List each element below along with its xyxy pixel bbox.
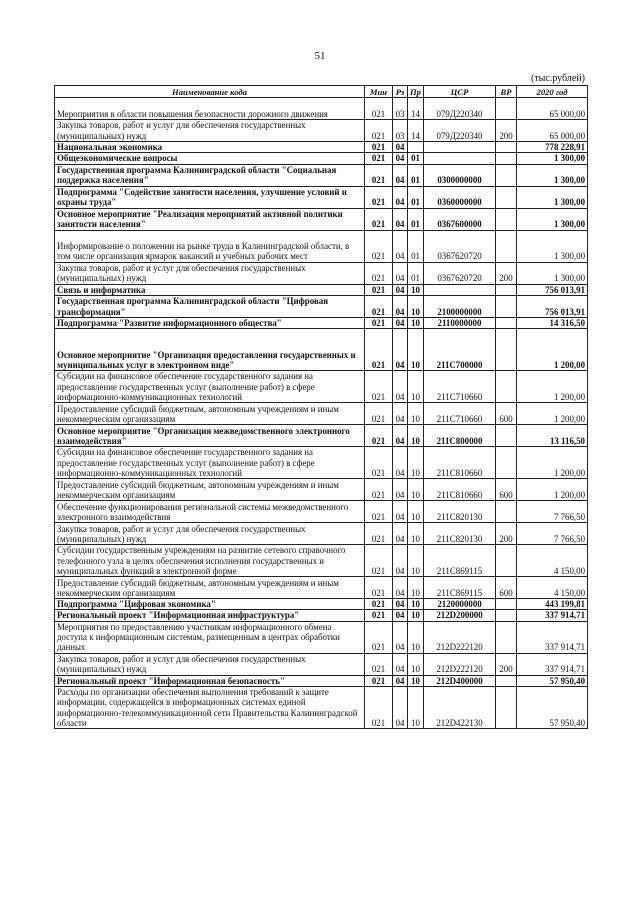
cell-amount: 4 150,00	[517, 545, 588, 577]
cell-rz: 04	[393, 164, 408, 186]
cell-min: 021	[365, 284, 393, 295]
cell-vr: 600	[496, 479, 517, 501]
cell-pr: 10	[408, 295, 424, 317]
cell-rz: 04	[393, 599, 408, 610]
cell-name: Мероприятия по предоставлению участникам информационного обмена доступа к информационным системам, размещенным в центрах обработки данных	[55, 621, 365, 653]
table-row	[55, 208, 588, 230]
cell-csr: 212D222120	[424, 653, 496, 675]
table-header-row	[55, 86, 588, 98]
cell-rz: 04	[393, 262, 408, 284]
cell-amount: 1 200,00	[517, 371, 588, 403]
cell-min: 021	[365, 599, 393, 610]
table-row	[55, 371, 588, 403]
cell-amount: 337 914,71	[517, 621, 588, 653]
cell-csr: 2110000000	[424, 317, 496, 328]
cell-pr: 01	[408, 164, 424, 186]
cell-csr: 211C869115	[424, 577, 496, 599]
cell-csr: 211C820130	[424, 523, 496, 545]
cell-name: Подпрограмма "Цифровая экономика"	[55, 599, 365, 610]
cell-pr: 10	[408, 371, 424, 403]
cell-name: Общеэкономические вопросы	[55, 153, 365, 164]
cell-amount: 1 300,00	[517, 186, 588, 208]
cell-csr: 211C800000	[424, 425, 496, 447]
cell-pr: 01	[408, 153, 424, 164]
cell-name: Основное мероприятие "Организация межведомственного электронного взаимодействия"	[55, 425, 365, 447]
cell-name: Субсидии на финансовое обеспечение государственного задания на предоставление государственных услуг (выполнение работ) в сфере информационно-коммуникационных технологий	[55, 447, 365, 479]
cell-min: 021	[365, 447, 393, 479]
cell-csr: 211C810660	[424, 479, 496, 501]
cell-csr: 211C710660	[424, 371, 496, 403]
cell-vr	[496, 447, 517, 479]
cell-min: 021	[365, 501, 393, 523]
cell-name: Национальная экономика	[55, 142, 365, 153]
cell-name: Информирование о положении на рынке труда в Калининградской области, в том числе организация ярмарок вакансий и учебных рабочих мест	[55, 230, 365, 262]
cell-min: 021	[365, 523, 393, 545]
cell-name: Предоставление субсидий бюджетным, автономным учреждениям и иным некоммерческим организациям	[55, 403, 365, 425]
cell-vr	[496, 153, 517, 164]
cell-pr: 01	[408, 208, 424, 230]
cell-pr: 01	[408, 186, 424, 208]
cell-vr	[496, 371, 517, 403]
cell-pr: 10	[408, 284, 424, 295]
table-row	[55, 153, 588, 164]
table-row	[55, 142, 588, 153]
cell-name: Обеспечение функционирования региональной системы межведомственного электронного взаимодействия	[55, 501, 365, 523]
cell-vr	[496, 501, 517, 523]
cell-pr: 10	[408, 523, 424, 545]
cell-vr	[496, 687, 517, 729]
cell-rz: 04	[393, 295, 408, 317]
cell-csr: 211C710660	[424, 403, 496, 425]
cell-vr	[496, 142, 517, 153]
cell-pr: 10	[408, 329, 424, 371]
cell-rz: 04	[393, 687, 408, 729]
cell-name: Мероприятия в области повышения безопасности дорожного движения	[55, 98, 365, 120]
header-name: Наименование кода	[55, 86, 365, 98]
cell-amount: 756 013,91	[517, 284, 588, 295]
cell-pr: 01	[408, 230, 424, 262]
cell-csr: 2120000000	[424, 599, 496, 610]
cell-rz: 03	[393, 120, 408, 142]
cell-amount: 443 199,81	[517, 599, 588, 610]
table-row	[55, 577, 588, 599]
cell-rz: 04	[393, 153, 408, 164]
cell-amount: 65 000,00	[517, 120, 588, 142]
cell-min: 021	[365, 317, 393, 328]
cell-rz: 04	[393, 577, 408, 599]
cell-amount: 14 316,50	[517, 317, 588, 328]
cell-vr	[496, 545, 517, 577]
cell-rz: 04	[393, 479, 408, 501]
cell-amount: 1 200,00	[517, 329, 588, 371]
table-row	[55, 479, 588, 501]
cell-pr: 10	[408, 577, 424, 599]
cell-csr	[424, 142, 496, 153]
cell-amount: 57 950,40	[517, 675, 588, 686]
table-row	[55, 523, 588, 545]
header-vr: ВР	[496, 86, 517, 98]
cell-vr: 200	[496, 523, 517, 545]
table-row	[55, 501, 588, 523]
cell-csr: 079Д220340	[424, 98, 496, 120]
cell-vr	[496, 675, 517, 686]
cell-min: 021	[365, 164, 393, 186]
cell-rz: 04	[393, 675, 408, 686]
cell-csr	[424, 284, 496, 295]
cell-name: Субсидии государственным учреждениям на развитие сетевого справочного телефонного узла в целях обеспечения исполнения государственных и муниципальных функций в электронной форме	[55, 545, 365, 577]
cell-min: 021	[365, 329, 393, 371]
cell-amount: 1 300,00	[517, 164, 588, 186]
cell-csr	[424, 153, 496, 164]
cell-pr: 10	[408, 545, 424, 577]
cell-rz: 04	[393, 447, 408, 479]
header-min: Мин	[365, 86, 393, 98]
cell-vr: 200	[496, 120, 517, 142]
table-row	[55, 403, 588, 425]
cell-amount: 65 000,00	[517, 98, 588, 120]
cell-vr: 600	[496, 403, 517, 425]
cell-pr	[408, 142, 424, 153]
cell-min: 021	[365, 142, 393, 153]
table-row	[55, 295, 588, 317]
cell-pr: 10	[408, 687, 424, 729]
table-row	[55, 164, 588, 186]
cell-name: Закупка товаров, работ и услуг для обеспечения государственных (муниципальных) нужд	[55, 120, 365, 142]
cell-pr: 10	[408, 501, 424, 523]
cell-csr: 0300000000	[424, 164, 496, 186]
table-row	[55, 599, 588, 610]
cell-vr	[496, 610, 517, 621]
cell-vr: 200	[496, 262, 517, 284]
cell-min: 021	[365, 230, 393, 262]
header-rz: Рз	[393, 86, 408, 98]
units-label: (тыс.рублей)	[530, 73, 585, 84]
table-row	[55, 687, 588, 729]
cell-name: Региональный проект "Информационная инфраструктура"	[55, 610, 365, 621]
cell-csr: 0360000000	[424, 186, 496, 208]
cell-rz: 04	[393, 610, 408, 621]
cell-pr: 10	[408, 621, 424, 653]
cell-vr: 200	[496, 653, 517, 675]
cell-name: Предоставление субсидий бюджетным, автономным учреждениям и иным некоммерческим организациям	[55, 577, 365, 599]
cell-rz: 04	[393, 523, 408, 545]
page-number: 51	[314, 50, 326, 62]
cell-vr	[496, 208, 517, 230]
cell-vr	[496, 621, 517, 653]
cell-min: 021	[365, 98, 393, 120]
cell-pr: 10	[408, 479, 424, 501]
cell-min: 021	[365, 208, 393, 230]
cell-min: 021	[365, 577, 393, 599]
cell-name: Основное мероприятие "Реализация мероприятий активной политики занятости населения"	[55, 208, 365, 230]
cell-name: Субсидии на финансовое обеспечение государственного задания на предоставление государственных услуг (выполнение работ) в сфере информационно-коммуникационных технологий	[55, 371, 365, 403]
cell-min: 021	[365, 653, 393, 675]
cell-amount: 756 013,91	[517, 295, 588, 317]
cell-csr: 212D222120	[424, 621, 496, 653]
cell-vr	[496, 230, 517, 262]
cell-amount: 4 150,00	[517, 577, 588, 599]
cell-amount: 1 200,00	[517, 479, 588, 501]
cell-min: 021	[365, 610, 393, 621]
header-pr: Пр	[408, 86, 424, 98]
cell-name: Закупка товаров, работ и услуг для обеспечения государственных (муниципальных) нужд	[55, 653, 365, 675]
cell-min: 021	[365, 425, 393, 447]
cell-name: Закупка товаров, работ и услуг для обеспечения государственных (муниципальных) нужд	[55, 262, 365, 284]
cell-min: 021	[365, 675, 393, 686]
header-csr: ЦСР	[424, 86, 496, 98]
cell-pr: 14	[408, 98, 424, 120]
cell-min: 021	[365, 687, 393, 729]
table-row	[55, 262, 588, 284]
cell-csr: 079Д220340	[424, 120, 496, 142]
cell-pr: 10	[408, 599, 424, 610]
table-row	[55, 675, 588, 686]
cell-vr	[496, 295, 517, 317]
cell-rz: 04	[393, 230, 408, 262]
cell-amount: 1 300,00	[517, 208, 588, 230]
cell-pr: 10	[408, 653, 424, 675]
cell-name: Подпрограмма "Развитие информационного общества"	[55, 317, 365, 328]
cell-csr: 212D400000	[424, 675, 496, 686]
cell-rz: 04	[393, 317, 408, 328]
cell-rz: 04	[393, 545, 408, 577]
cell-rz: 03	[393, 98, 408, 120]
cell-min: 021	[365, 479, 393, 501]
cell-pr: 14	[408, 120, 424, 142]
cell-csr: 211C810660	[424, 447, 496, 479]
cell-vr	[496, 164, 517, 186]
table-row	[55, 329, 588, 371]
cell-rz: 04	[393, 403, 408, 425]
cell-vr	[496, 317, 517, 328]
cell-min: 021	[365, 403, 393, 425]
cell-rz: 04	[393, 653, 408, 675]
cell-amount: 13 116,50	[517, 425, 588, 447]
table-row	[55, 447, 588, 479]
table-row	[55, 230, 588, 262]
cell-rz: 04	[393, 142, 408, 153]
cell-rz: 04	[393, 208, 408, 230]
cell-rz: 04	[393, 284, 408, 295]
cell-name: Предоставление субсидий бюджетным, автономным учреждениям и иным некоммерческим организациям	[55, 479, 365, 501]
cell-pr: 10	[408, 403, 424, 425]
table-row	[55, 284, 588, 295]
cell-rz: 04	[393, 425, 408, 447]
cell-pr: 10	[408, 675, 424, 686]
cell-amount: 337 914,71	[517, 653, 588, 675]
table-body	[55, 98, 588, 729]
cell-vr	[496, 284, 517, 295]
cell-pr: 01	[408, 262, 424, 284]
cell-amount: 1 200,00	[517, 447, 588, 479]
cell-csr: 0367620720	[424, 262, 496, 284]
table-row	[55, 425, 588, 447]
cell-name: Подпрограмма "Содействие занятости населения, улучшение условий и охраны труда"	[55, 186, 365, 208]
table-row	[55, 621, 588, 653]
cell-csr: 0367620720	[424, 230, 496, 262]
cell-csr: 0367600000	[424, 208, 496, 230]
cell-amount: 778 228,91	[517, 142, 588, 153]
header-year: 2020 год	[517, 86, 588, 98]
table-row	[55, 186, 588, 208]
cell-name: Основное мероприятие "Организация предоставления государственных и муниципальных услуг в электронном виде"	[55, 329, 365, 371]
cell-min: 021	[365, 545, 393, 577]
cell-name: Закупка товаров, работ и услуг для обеспечения государственных (муниципальных) нужд	[55, 523, 365, 545]
cell-vr	[496, 98, 517, 120]
cell-vr	[496, 329, 517, 371]
cell-amount: 1 300,00	[517, 262, 588, 284]
cell-min: 021	[365, 262, 393, 284]
table-row	[55, 653, 588, 675]
cell-name: Связь и информатика	[55, 284, 365, 295]
cell-csr: 212D422130	[424, 687, 496, 729]
cell-name: Государственная программа Калининградской области "Социальная поддержка населения"	[55, 164, 365, 186]
cell-min: 021	[365, 295, 393, 317]
cell-amount: 1 200,00	[517, 403, 588, 425]
cell-vr	[496, 425, 517, 447]
cell-min: 021	[365, 371, 393, 403]
cell-min: 021	[365, 186, 393, 208]
budget-table	[54, 85, 588, 729]
cell-rz: 04	[393, 371, 408, 403]
cell-vr: 600	[496, 577, 517, 599]
cell-amount: 1 300,00	[517, 230, 588, 262]
cell-csr: 211C700000	[424, 329, 496, 371]
table-row	[55, 98, 588, 120]
cell-pr: 10	[408, 447, 424, 479]
cell-rz: 04	[393, 501, 408, 523]
cell-min: 021	[365, 120, 393, 142]
cell-rz: 04	[393, 186, 408, 208]
table-row	[55, 120, 588, 142]
table-row	[55, 317, 588, 328]
cell-min: 021	[365, 621, 393, 653]
cell-min: 021	[365, 153, 393, 164]
cell-amount: 57 950,40	[517, 687, 588, 729]
cell-amount: 7 766,50	[517, 501, 588, 523]
table-row	[55, 545, 588, 577]
cell-csr: 2100000000	[424, 295, 496, 317]
cell-name: Расходы по организации обеспечения выполнения требований к защите информации, содержащейся в информационных системах единой информационно-телекоммуникационной сети Правительства Калининградской области	[55, 687, 365, 729]
cell-pr: 10	[408, 610, 424, 621]
cell-vr	[496, 186, 517, 208]
cell-csr: 211C869115	[424, 545, 496, 577]
cell-csr: 212D200000	[424, 610, 496, 621]
cell-amount: 337 914,71	[517, 610, 588, 621]
cell-name: Государственная программа Калининградской области "Цифровая трансформация"	[55, 295, 365, 317]
cell-rz: 04	[393, 329, 408, 371]
cell-amount: 7 766,50	[517, 523, 588, 545]
cell-csr: 211C820130	[424, 501, 496, 523]
cell-vr	[496, 599, 517, 610]
cell-rz: 04	[393, 621, 408, 653]
cell-pr: 10	[408, 425, 424, 447]
cell-name: Региональный проект "Информационная безопасность"	[55, 675, 365, 686]
table-row	[55, 610, 588, 621]
cell-pr: 10	[408, 317, 424, 328]
cell-amount: 1 300,00	[517, 153, 588, 164]
